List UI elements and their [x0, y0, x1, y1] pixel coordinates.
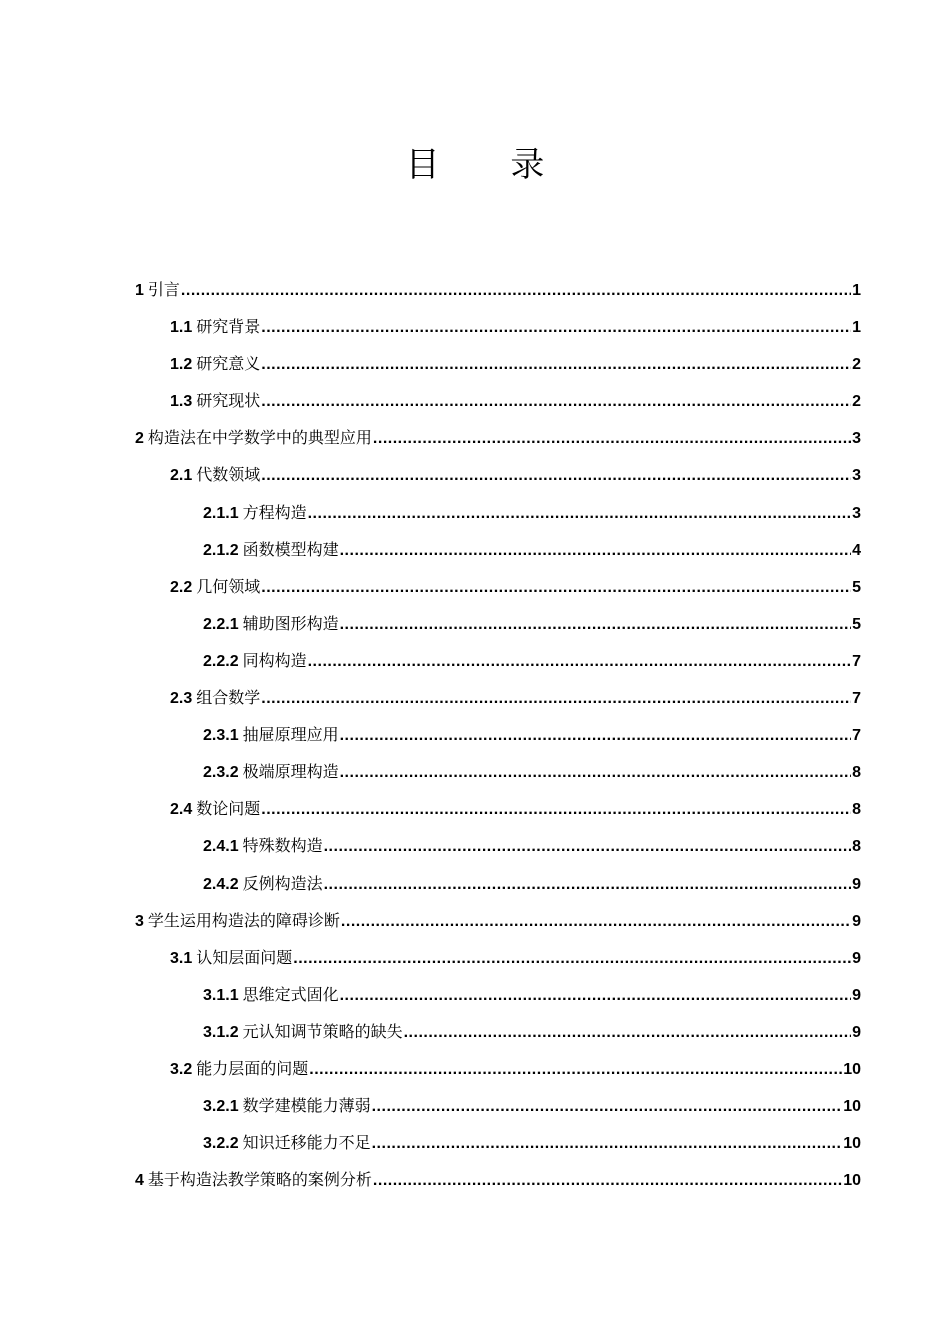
toc-dot-leader: [261, 346, 851, 383]
toc-entry-title: 反例构造法: [242, 873, 323, 893]
toc-entry-title: 辅助图形构造: [242, 613, 339, 633]
toc-entry-title: 元认知调节策略的缺失: [242, 1021, 403, 1041]
toc-entry[interactable]: [135, 642, 861, 679]
toc-entry-page-number: 1: [852, 319, 861, 337]
toc-entry-title: 构造法在中学数学中的典型应用: [147, 428, 372, 448]
toc-entry-number: 2.4.1: [203, 838, 239, 856]
toc-entry-title: 函数模型构建: [242, 539, 339, 559]
toc-entry[interactable]: [135, 456, 861, 493]
toc-dot-leader: [404, 1014, 851, 1051]
toc-entry-title: 学生运用构造法的障碍诊断: [147, 910, 340, 930]
toc-dot-leader: [293, 940, 851, 977]
toc-dot-leader: [340, 977, 851, 1014]
toc-entry-page-number: 5: [852, 578, 861, 596]
toc-entry-page-number: 9: [852, 949, 861, 967]
toc-entry-number: 2.1: [170, 467, 193, 485]
toc-entry-page-number: 8: [852, 801, 861, 819]
toc-dot-leader: [181, 272, 851, 309]
toc-entry-title: 数论问题: [196, 799, 261, 819]
toc-dot-leader: [340, 754, 851, 791]
toc-entry[interactable]: [135, 308, 861, 345]
toc-entry-number: 3.2: [170, 1060, 193, 1078]
toc-entry-number: 1.3: [170, 393, 193, 411]
toc-entry[interactable]: [135, 1013, 861, 1050]
toc-entry-page-number: 2: [852, 356, 861, 374]
toc-entry-number: 2.3.2: [203, 764, 239, 782]
toc-entry-page-number: 1: [852, 282, 861, 299]
toc-dot-leader: [261, 569, 851, 606]
toc-entry-title: 极端原理构造: [242, 762, 339, 782]
toc-dot-leader: [308, 643, 851, 680]
toc-entry-number: 3: [135, 912, 144, 930]
toc-entry-number: 2.4.2: [203, 875, 239, 893]
toc-entry-title: 能力层面的问题: [196, 1058, 309, 1078]
toc-entry-number: 2.3.1: [203, 727, 239, 745]
toc-dot-leader: [373, 420, 851, 457]
toc-entry[interactable]: [135, 1087, 861, 1124]
toc-entry-page-number: 10: [843, 1172, 861, 1190]
toc-entry-page-number: 3: [852, 504, 861, 522]
toc-entry[interactable]: [135, 382, 861, 419]
toc-entry-page-number: 7: [852, 690, 861, 708]
toc-dot-leader: [372, 1088, 843, 1125]
toc-entry-page-number: 10: [843, 1098, 861, 1116]
toc-entry[interactable]: [135, 939, 861, 976]
toc-entry-title: 代数领域: [196, 465, 261, 485]
toc-entry-number: 2.4: [170, 801, 193, 819]
toc-dot-leader: [261, 309, 851, 346]
toc-entry-number: 3.1.2: [203, 1023, 239, 1041]
toc-dot-leader: [340, 717, 851, 754]
toc-entry-title: 方程构造: [242, 502, 307, 522]
toc-entry[interactable]: [135, 790, 861, 827]
toc-entry-title: 研究意义: [196, 354, 261, 374]
toc-dot-leader: [341, 903, 851, 940]
toc-entry[interactable]: [135, 716, 861, 753]
toc-entry-page-number: 5: [852, 615, 861, 633]
toc-entry-title: 基于构造法教学策略的案例分析: [147, 1170, 372, 1190]
toc-entry-page-number: 9: [852, 986, 861, 1004]
toc-dot-leader: [373, 1162, 842, 1199]
toc-entry-title: 研究背景: [196, 317, 261, 337]
toc-dot-leader: [308, 495, 851, 532]
toc-entry-title: 特殊数构造: [242, 836, 323, 856]
toc-entry-title: 几何领域: [196, 576, 261, 596]
toc-entry-page-number: 7: [852, 652, 861, 670]
toc-entry-number: 2.2.1: [203, 615, 239, 633]
toc-entry-page-number: 8: [852, 838, 861, 856]
toc-dot-leader: [261, 383, 851, 420]
toc-entry[interactable]: [135, 902, 861, 939]
toc-entry-page-number: 4: [852, 541, 861, 559]
toc-entry-page-number: 9: [852, 875, 861, 893]
toc-entry[interactable]: [135, 494, 861, 531]
toc-entry[interactable]: [135, 976, 861, 1013]
toc-entry-title: 同构构造: [242, 650, 307, 670]
toc-entry[interactable]: [135, 419, 861, 456]
toc-entry-number: 3.1: [170, 949, 193, 967]
toc-entry-page-number: 2: [852, 393, 861, 411]
toc-entry-page-number: 9: [852, 1023, 861, 1041]
toc-entry[interactable]: [135, 753, 861, 790]
toc-entry-page-number: 3: [852, 467, 861, 485]
toc-entry-title: 组合数学: [196, 688, 261, 708]
toc-dot-leader: [324, 866, 851, 903]
toc-entry-number: 3.2.2: [203, 1135, 239, 1153]
toc-entry-title: 研究现状: [196, 391, 261, 411]
toc-entry-title: 认知层面问题: [196, 947, 293, 967]
toc-entry-page-number: 9: [852, 912, 861, 930]
toc-entry-page-number: 3: [852, 430, 861, 448]
toc-entry-page-number: 10: [843, 1060, 861, 1078]
toc-dot-leader: [340, 606, 851, 643]
toc-title: 目 录: [405, 145, 575, 185]
toc-entry[interactable]: [135, 271, 861, 308]
toc-entry-title: 思维定式固化: [242, 984, 339, 1004]
toc-entry[interactable]: [135, 865, 861, 902]
toc-entry[interactable]: [135, 568, 861, 605]
toc-dot-leader: [372, 1125, 843, 1162]
toc-entry-number: 2.3: [170, 690, 193, 708]
toc-entry-title: 数学建模能力薄弱: [242, 1096, 371, 1116]
toc-entry-number: 2.2.2: [203, 652, 239, 670]
toc-entry[interactable]: [135, 679, 861, 716]
toc-dot-leader: [324, 828, 851, 865]
toc-entry-title: 引言: [147, 280, 180, 299]
toc-entry[interactable]: [135, 1161, 861, 1198]
toc-entry[interactable]: [135, 531, 861, 568]
toc-entry-number: 1.2: [170, 356, 193, 374]
toc-dot-leader: [261, 680, 851, 717]
toc-entry[interactable]: [135, 1050, 861, 1087]
toc-entry[interactable]: [135, 605, 861, 642]
toc-dot-leader: [309, 1051, 842, 1088]
toc-entry-number: 3.2.1: [203, 1098, 239, 1116]
toc-entry-number: 4: [135, 1172, 144, 1190]
toc-entry[interactable]: [135, 1124, 861, 1161]
toc-entry-number: 1: [135, 282, 144, 299]
toc-dot-leader: [261, 457, 851, 494]
toc-list: [135, 271, 861, 1198]
toc-entry-page-number: 7: [852, 727, 861, 745]
toc-entry[interactable]: [135, 827, 861, 864]
toc-dot-leader: [340, 532, 851, 569]
toc-entry-number: 2.1.1: [203, 504, 239, 522]
toc-entry-page-number: 8: [852, 764, 861, 782]
toc-entry[interactable]: [135, 345, 861, 382]
toc-entry-number: 2: [135, 430, 144, 448]
toc-entry-number: 3.1.1: [203, 986, 239, 1004]
toc-entry-page-number: 10: [843, 1135, 861, 1153]
toc-dot-leader: [261, 791, 851, 828]
toc-entry-title: 抽屉原理应用: [242, 725, 339, 745]
toc-entry-title: 知识迁移能力不足: [242, 1133, 371, 1153]
toc-entry-number: 2.2: [170, 578, 193, 596]
toc-entry-number: 1.1: [170, 319, 193, 337]
toc-entry-number: 2.1.2: [203, 541, 239, 559]
